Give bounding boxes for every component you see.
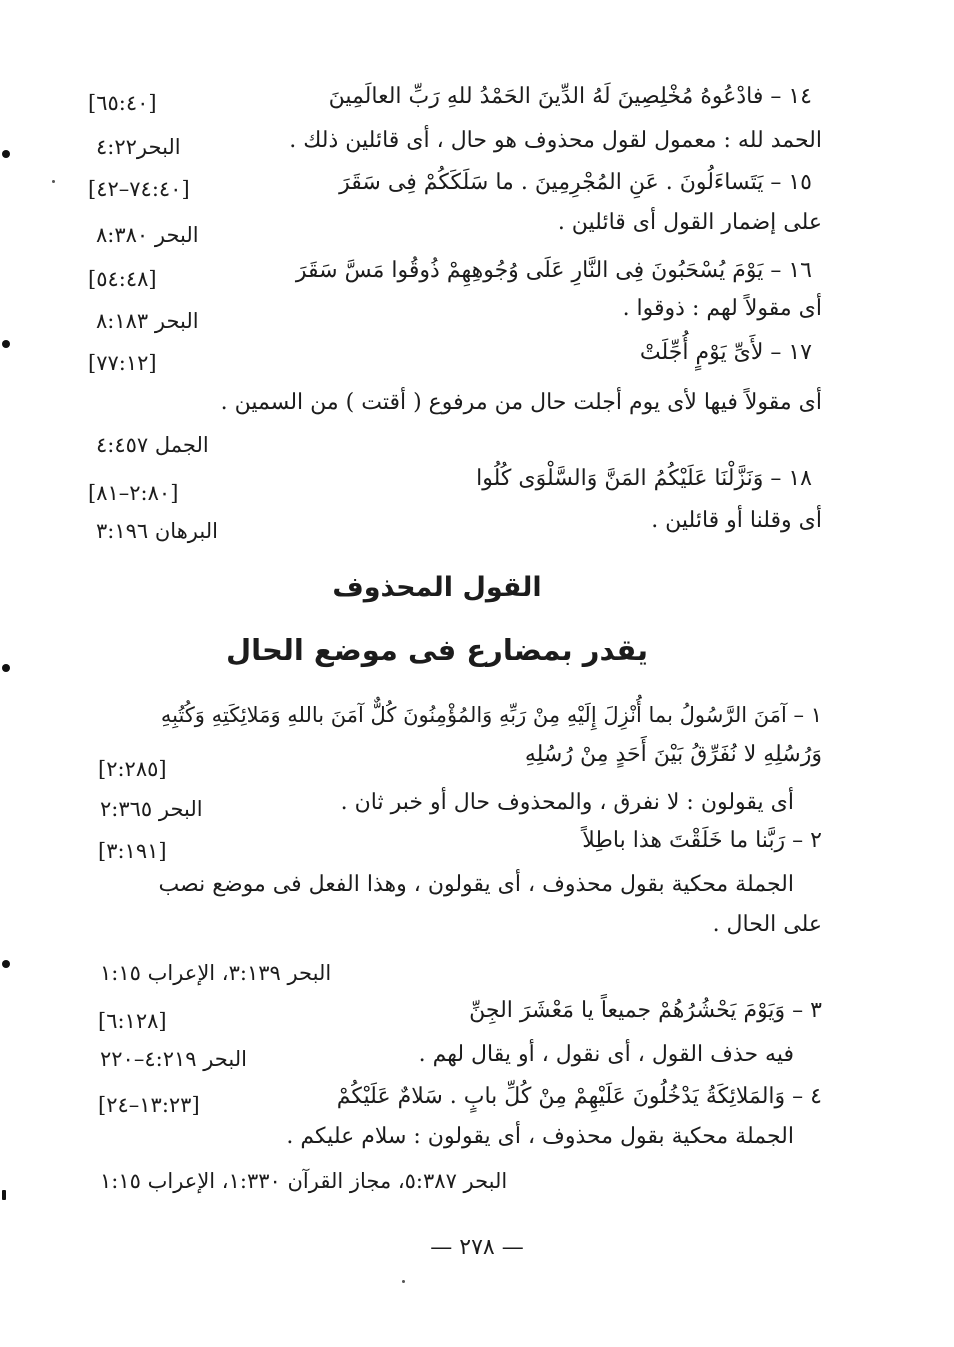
quran-quote: ١٥ – يَتَساءَلُونَ . عَنِ المُجْرِمِينَ . ما سَلَكَكُمْ فِى سَقَرَ [339,170,812,195]
verse-reference: [٦٥:٤٠] [88,91,157,115]
verse-reference: [٢:٢٨٥] [98,757,167,781]
verse-reference: [٣:١٩١] [98,839,167,863]
quran-quote: ٤ – وَالمَلائِكَةُ يَدْخُلُونَ عَلَيْهِمْ مِنْ كُلِّ بابٍ . سَلامٌ عَلَيْكُمْ [336,1084,822,1109]
scan-speck [52,180,55,183]
scan-speck [402,1280,405,1283]
verse-reference: [٢:٨٠–٨١] [88,481,179,505]
quran-quote: ٢ – رَبَّنا ما خَلَقْتَ هذا باطِلاً [582,828,822,853]
quran-quote-continued: وَرُسُلِهِ لا نُفَرِّقُ بَيْنَ أَحَدٍ مِنْ رُسُلِهِ [524,742,822,767]
source-citation: الجمل ٤:٤٥٧ [96,433,209,457]
quran-quote: ١٤ – فادْعُوهُ مُخْلِصِينَ لَهُ الدِّينَ الحَمْدُ للهِ رَبِّ العالَمِينَ [328,84,812,109]
verse-reference: [٥٤:٤٨] [88,267,157,291]
commentary-line: الجملة محكية بقول محذوف ، أى يقولون ، وهذا الفعل فى موضع نصب [158,872,794,897]
source-citation: البرهان ٣:١٩٦ [96,519,218,543]
source-citation: البحر ٣:١٣٩، الإعراب ١:١٥ [100,961,332,985]
quran-quote: ١٨ – وَنَزَّلْنَا عَلَيْكُمُ المَنَّ وَالسَّلْوَى كُلُوا [476,466,812,491]
section-subtitle: يقدر بمضارع فى موضع الحال [226,633,648,667]
verse-reference: [٧٧:١٢] [88,351,157,375]
commentary-line: على إضمار القول أى قائلين . [557,210,822,235]
source-citation: البحر ٥:٣٨٧، مجاز القرآن ١:٣٣٠، الإعراب ١:١٥ [100,1169,508,1193]
source-citation: البحر٤:٢٢ [96,135,181,159]
scan-mark [2,150,10,158]
verse-reference: [١٣:٢٣–٢٤] [98,1093,200,1117]
commentary-line: أى يقولون : لا نفرق ، والمحذوف حال أو خبر ثان . [340,790,794,815]
source-citation: البحر ٤:٢١٩–٢٢٠ [100,1047,247,1071]
commentary-line: فيه حذف القول ، أى نقول ، أو يقال لهم . [418,1042,794,1067]
commentary-line: أى مقولاً فيها لأى يوم أجلت حال من مرفوع ( أقتت ) من السمين . [220,390,822,415]
scan-mark [2,960,10,968]
quran-quote: ١٦ – يَوْمَ يُسْحَبُونَ فِى النَّارِ عَلَى وُجُوهِهِمْ ذُوقُوا مَسَّ سَقَرَ [295,258,812,283]
section-title: القول المحذوف [332,572,542,603]
commentary-line: الحمد لله : معمول لقول محذوف هو حال ، أى قائلين ذلك . [289,128,822,153]
quran-quote: ١ – آمَنَ الرَّسُولُ بما أُنْزِلَ إِلَيْهِ مِنْ رَبِّهِ وَالمُؤْمِنُونَ كُلٌّ آمَنَ باللهِ وَمَلائِكَتِهِ وَكُتُبِهِ [160,703,822,727]
commentary-line: على الحال . [712,912,822,937]
commentary-line: أى وقلنا أو قائلين . [651,508,822,533]
scan-mark [2,340,10,348]
source-citation: البحر ٨:٣٨٠ [96,223,199,247]
quran-quote: ١٧ – لأَىِّ يَوْمٍ أُجِّلَتْ [639,340,812,365]
scan-mark [2,1190,6,1200]
verse-reference: [٦:١٢٨] [98,1009,167,1033]
source-citation: البحر ٢:٣٦٥ [100,797,203,821]
commentary-line: أى مقولاً لهم : ذوقوا . [622,296,822,321]
verse-reference: [٧٤:٤٠–٤٢] [88,177,190,201]
page-number: — ٢٧٨ — [430,1235,524,1260]
source-citation: البحر ٨:١٨٣ [96,309,199,333]
commentary-line: الجملة محكية بقول محذوف ، أى يقولون : سلام عليكم . [286,1124,794,1149]
quran-quote: ٣ – وَيَوْمَ يَحْشُرُهُمْ جميعاً يا مَعْشَرَ الجِنِّ [469,998,822,1023]
